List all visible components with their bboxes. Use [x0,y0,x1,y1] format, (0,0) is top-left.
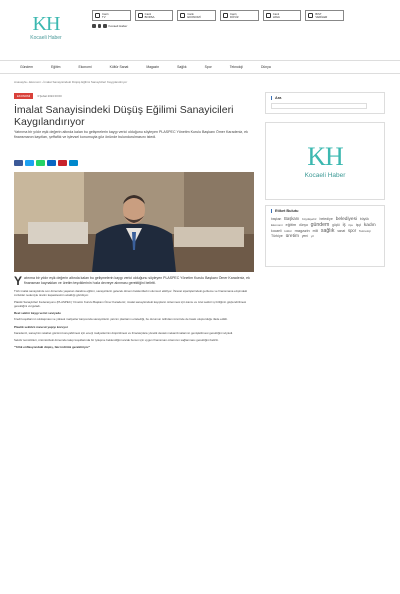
widget-line2: DÖVİZ [230,14,239,19]
tag-link[interactable]: Ekonomi [271,223,283,227]
tag-link[interactable]: kültür [284,229,292,233]
nav-item[interactable]: Ekonomi [78,65,92,69]
tag-link[interactable]: ilçe [348,223,354,227]
article-body [14,276,254,352]
widget-line2: VERİLER [315,14,328,19]
top-widget[interactable] [177,10,216,21]
article-paragraph: Sektör temsilcileri, önümüzdeki dönemde talep koşullarında bir iyileşme beklendiğini ancak bunun için uygun finansman ortamının sağlanması gerektiğini belirtti. [14,338,219,343]
widget-line1: Canlı [187,11,194,16]
tag-link[interactable]: Teknoloji [358,229,371,233]
widget-line1: Canlı [272,11,280,16]
share-buttons [14,160,78,166]
instagram-icon[interactable] [103,24,107,28]
tag-link[interactable]: Türkiye [271,234,283,238]
tag-link[interactable]: yeni [301,234,309,238]
pinterest-share-icon[interactable] [58,160,67,166]
nav-item[interactable]: Gündem [20,65,34,69]
tag-link[interactable]: başkan [271,217,282,221]
facebook-icon[interactable] [92,24,96,28]
top-widget[interactable] [92,10,131,21]
tag-cloud [271,216,379,239]
tag-link[interactable]: sanat [337,229,346,233]
tag-link[interactable]: güçlü [332,223,340,227]
tag-link[interactable]: iş [342,222,346,227]
tag-link[interactable]: büyük [359,217,369,221]
weather-icon [266,13,271,18]
search-title: Ara [271,96,379,100]
tag-link[interactable]: spor [347,228,357,233]
tag-cloud-widget [265,205,385,267]
article-photo-illustration [14,172,254,272]
sidebar-search [265,92,385,114]
widget-line2: HAVA [272,14,280,19]
tag-link[interactable]: işçi [355,223,362,227]
widget-line1: Canlı [230,11,237,16]
tag-link[interactable]: Başkanı [284,216,300,221]
tag-link[interactable]: milli [312,229,319,233]
category-badge[interactable]: EKONOMİ [14,93,33,99]
twitter-icon[interactable] [98,24,102,28]
tag-link[interactable]: büyükşehir [302,217,317,221]
widget-line2: EKONOMİ [187,14,201,19]
tag-link[interactable]: sağlık [320,228,335,234]
tag-link[interactable]: üretim [285,234,299,239]
top-widget[interactable] [220,10,259,21]
nav-item[interactable]: Sağlık [177,65,187,69]
sidebar-logo-text: Kocaeli Haber [304,171,346,179]
main-nav [0,60,400,74]
article-paragraph: Kredi koşullarının sıkılaşması ve yüksek maliyetler karşısında sanayicilerin yatırım planlarını ertelediği, bu durumun istihdam üzerinde de baskı oluşturduğu ifade edildi. [14,317,228,322]
tag-link[interactable]: kadın [363,223,376,228]
widget-line1: Canlı [102,11,109,16]
paragraph-text: atırıma bir yıldır eşik değerin altında kalan bu gelişmelerin kaygı verici olduğunu söyleyen PLASPEC Yönetim Kurulu Başkanı Ömer Karadeniz, ek finansman kaynakları ve üretim teşviklerinin hızla devreye alınması gerektiğini belirtti. [24,276,250,285]
nav-item[interactable]: Dünya [260,65,271,69]
article-paragraph [14,276,254,286]
article-date: 3 Şubat 2024 00:00 [37,94,62,98]
widget-line1: Canlı [144,11,152,16]
site-logo[interactable] [18,14,74,46]
article-paragraph: Plastik Sanayicileri Federasyonu (PLASPEC) Yönetim Kurulu Başkanı Ömer Karadeniz, imalat sanayisindeki kayıpların önlenmesi için kamu ve özel sektör iş birliğinin güçlendirilmesi gerektiğini vurguladı. [14,299,247,308]
top-widgets [92,10,344,21]
article-photo [14,172,254,272]
whatsapp-share-icon[interactable] [36,160,45,166]
tag-link[interactable]: belediye [319,217,333,221]
tag-link[interactable]: kocaeli [271,229,282,233]
article-paragraph: Türk imalat sanayisinde son dönemde yaşanan daralma eğilimi, sanayicilerin gelecek dönem beklentilerini olumsuz etkiliyor. İhracat siparişlerindeki gerileme ve finansmana erişimdeki zorluklar nedeniyle üretim kapasitesinin azaldığı görülüyor. [14,288,248,297]
article-meta [14,93,62,99]
search-input[interactable] [271,103,367,109]
tag-link[interactable]: eğitim [285,222,297,227]
social-links [92,24,127,28]
article-title: İmalat Sanayisindeki Düşüş Eğilimi Sanayicileri Kaygılandırıyor [14,104,234,128]
nav-item[interactable]: Teknoloji [229,65,243,69]
top-widget[interactable] [305,10,344,21]
article-subheading: Reel sektör kaygı verici seviyede [14,310,61,315]
widget-line2: BORSA [144,14,155,19]
breadcrumb[interactable]: Anasayfa › Ekonomi › İmalat Sanayisindeki Düşüş Eğilimi Sanayicileri Kaygılandırıyor [14,80,128,84]
tag-link[interactable]: magazin [294,228,310,233]
telegram-share-icon[interactable] [69,160,78,166]
tag-link[interactable]: yıl [310,234,314,238]
nav-item[interactable]: Spor [204,65,212,69]
article-subheading: Plastik sektörü mevcut yapıyı koruyor [14,324,69,329]
facebook-share-icon[interactable] [14,160,23,166]
economy-icon [180,13,185,18]
nav-item[interactable]: Eğitim [51,65,61,69]
drop-cap: Y [14,274,23,288]
tags-title: Etiket Bulutu [271,209,379,213]
top-widget[interactable] [263,10,302,21]
widget-line1: BIST [315,11,322,16]
tag-link[interactable]: belediyesi [335,217,358,222]
nav-item[interactable]: Magazin [146,65,160,69]
top-widget[interactable] [135,10,174,21]
tag-link[interactable]: gündem [310,222,330,228]
linkedin-share-icon[interactable] [47,160,56,166]
sidebar-logo[interactable] [265,122,385,200]
logo-mark: KH [32,13,60,35]
twitter-share-icon[interactable] [25,160,34,166]
tag-link[interactable]: dünya [299,223,308,227]
chart-icon [138,13,143,18]
currency-icon [223,13,228,18]
nav-item[interactable]: Kültür Sanat [109,65,129,69]
widget-line2: TV [102,14,106,19]
tv-icon [95,13,100,18]
article-paragraph: Karadeniz, sanayinin rekabet gücünü koruyabilmesi için enerji maliyetlerinin düşürülmesi ve ihracatçılara yönelik destek mekanizmalarının genişletilmesi gerektiğini söyledi. [14,331,233,336]
site-header [0,0,400,56]
article-subheading: "Yıllık enflasyondaki düşüş, faiz indirimi gerektiriyor" [14,345,91,350]
sidebar-logo-mark: KH [307,141,343,171]
social-text: Kocaeli Haber [108,24,128,28]
stock-icon [308,13,313,18]
article-lead: Yatırıma bir yıldır eşik değerin altında kalan bu gelişmelerin kaygı verici olduğunu söyleyen PLASPEC Yönetim Kurulu Başkanı Ömer Karadeniz, ek finansmanın kayıtları, şeffaflık ve işlevsel konumuyla göz önünde bulundurulmasını istedi. [14,130,248,139]
logo-text: Kocaeli Haber [30,35,62,41]
